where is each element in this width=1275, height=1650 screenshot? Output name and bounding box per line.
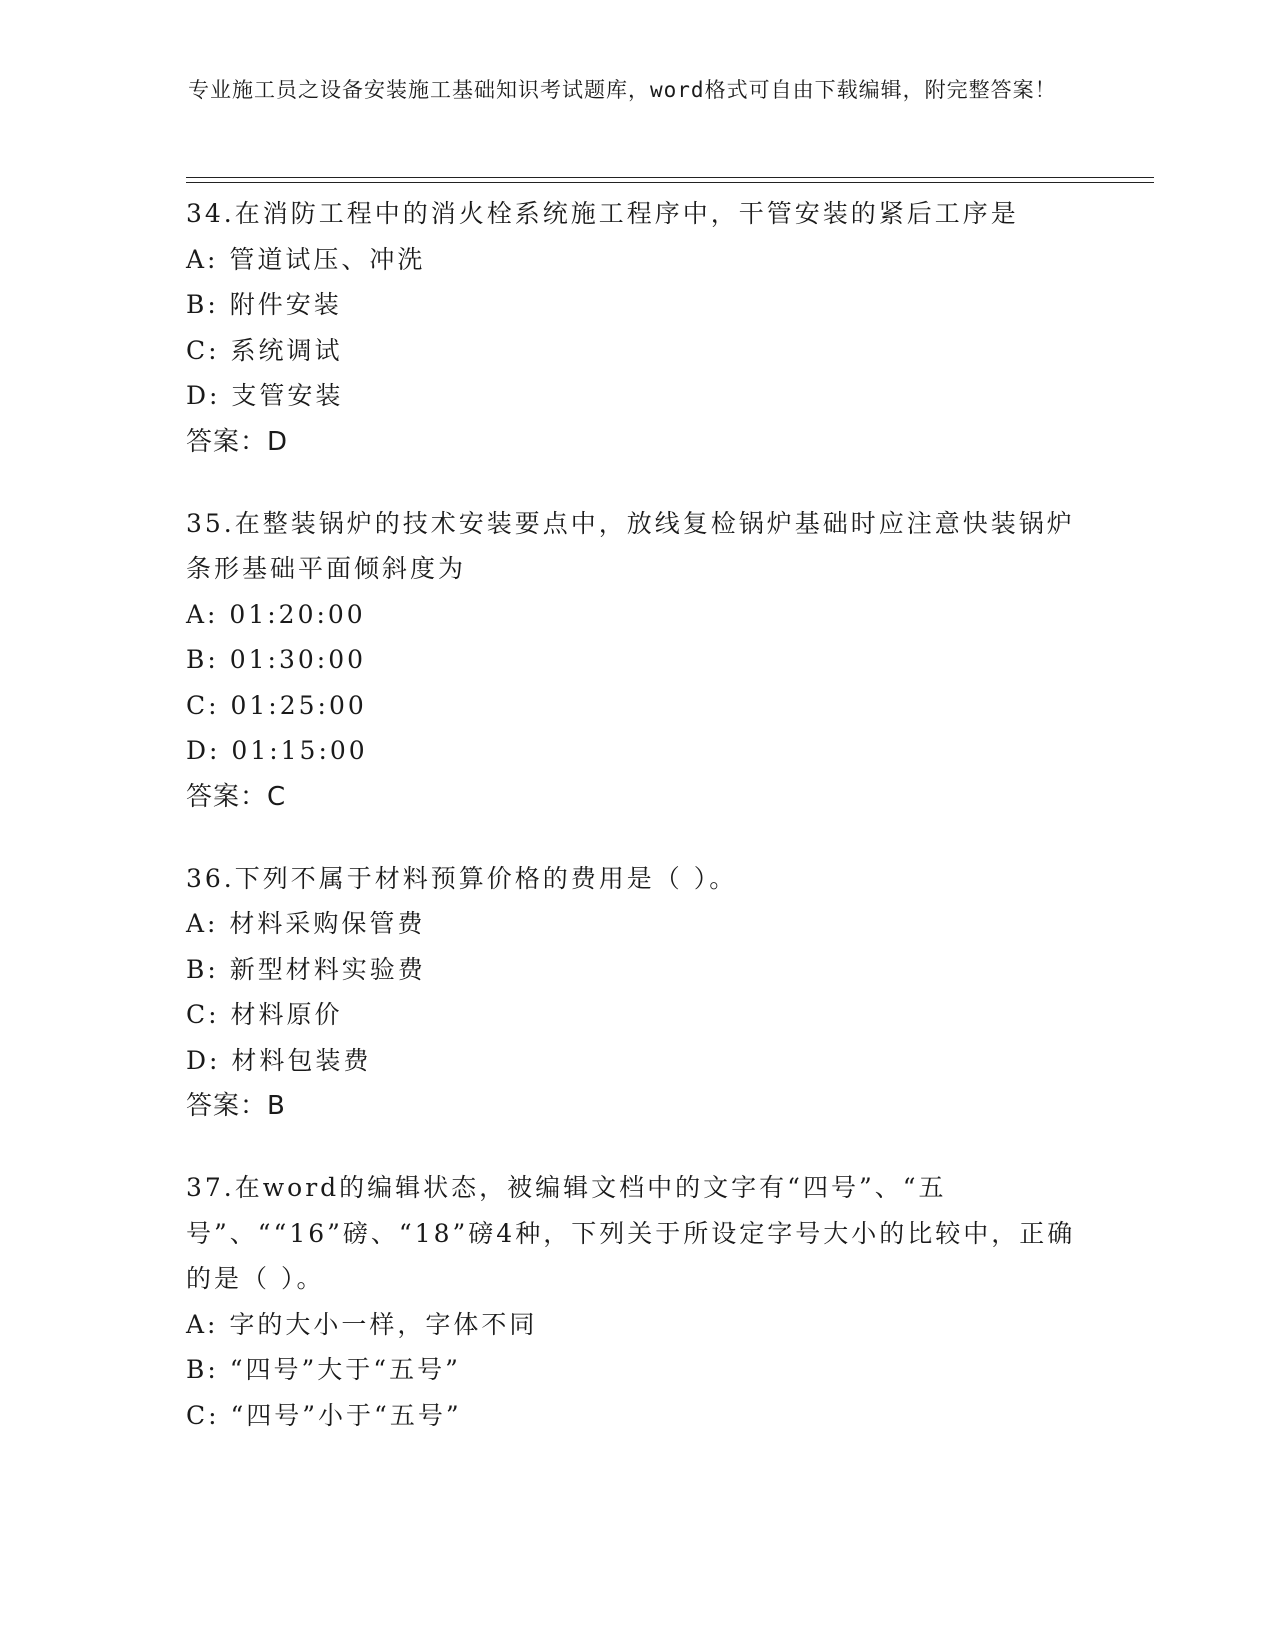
question-37 [186,1165,1086,1438]
option-b: B: “四号”大于“五号” [186,1355,461,1384]
answer-label: 答案：B [186,1091,286,1121]
option-c: C: 材料原价 [186,1000,343,1029]
option-d: D: 支管安装 [186,381,344,410]
question-stem: 35.在整装锅炉的技术安装要点中，放线复检锅炉基础时应注意快装锅炉条形基础平面倾斜度为 [186,508,1075,583]
option-a: A: 管道试压、冲洗 [186,244,426,274]
question-36 [186,856,1086,1130]
option-a: A: 材料采购保管费 [186,909,426,938]
question-stem: 34.在消防工程中的消火栓系统施工程序中，干管安装的紧后工序是 [186,199,1019,228]
header-divider-top [186,177,1154,178]
option-c: C: 系统调试 [186,335,343,365]
option-a: A: 01:20:00 [186,599,366,629]
question-34 [186,191,1086,465]
answer-label: 答案：C [186,781,287,812]
question-35 [186,501,1086,820]
question-list [186,191,1086,1474]
question-stem: 36.下列不属于材料预算价格的费用是（ ）。 [186,863,738,893]
header-divider-bottom [186,182,1154,183]
option-b: B: 01:30:00 [186,645,367,674]
option-b: B: 新型材料实验费 [186,954,426,984]
option-a: A: 字的大小一样，字体不同 [186,1309,538,1339]
document-header: 专业施工员之设备安装施工基础知识考试题库，word格式可自由下载编辑，附完整答案！ [188,78,1057,102]
option-d: D: 01:15:00 [186,736,368,765]
option-c: C: 01:25:00 [186,690,367,720]
question-stem: 37.在word的编辑状态，被编辑文档中的文字有“四号”、“五号”、““16”磅、“18”磅4种，下列关于所设定字号大小的比较中，正确的是（ ）。 [186,1173,1076,1293]
answer-label: 答案：D [186,426,289,457]
option-b: B: 附件安装 [186,290,342,319]
option-d: D: 材料包装费 [186,1045,372,1075]
option-c: C: “四号”小于“五号” [186,1400,462,1430]
